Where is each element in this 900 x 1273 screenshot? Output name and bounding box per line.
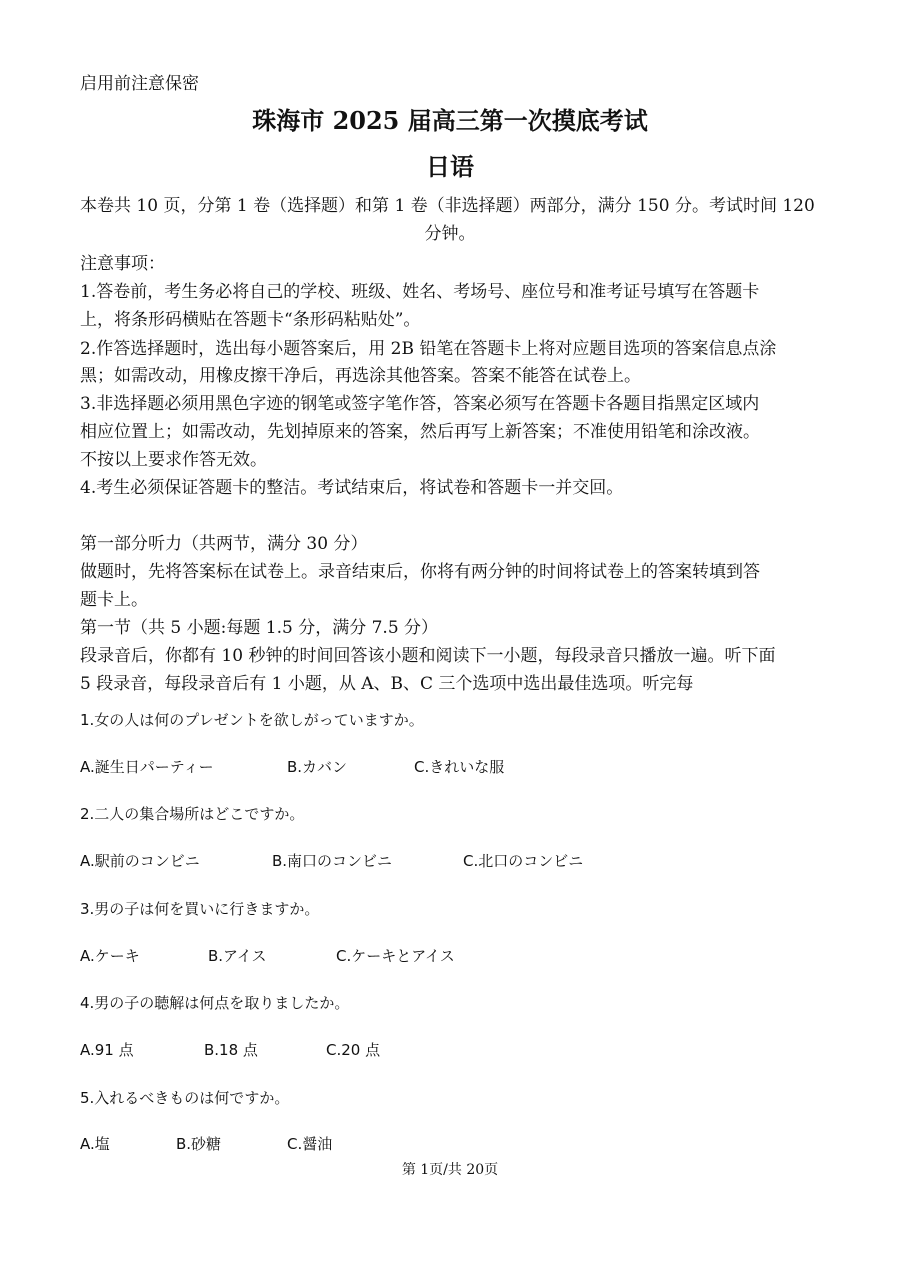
section1-heading: 第一节（共 5 小题:每题 1.5 分，满分 7.5 分） — [80, 618, 439, 638]
question-3-option-c: C.ケーキとアイス — [336, 947, 455, 965]
question-4-option-c: C.20 点 — [326, 1041, 381, 1059]
note-3-line-3: 不按以上要求作答无效。 — [80, 450, 267, 470]
note-2-line-2: 黑；如需改动，用橡皮擦干净后，再选涂其他答案。答案不能答在试卷上。 — [80, 366, 641, 386]
question-2: 2.二人の集合場所はどこですか。 — [80, 805, 305, 823]
question-5-option-b: B.砂糖 — [176, 1135, 222, 1153]
question-2-option-a: A.駅前のコンビニ — [80, 852, 200, 870]
question-3-option-b: B.アイス — [208, 947, 267, 965]
note-4: 4.考生必须保证答题卡的整洁。考试结束后，将试卷和答题卡一并交回。 — [80, 478, 624, 498]
note-3-line-1: 3.非选择题必须用黑色字迹的钢笔或签字笔作答，答案必须写在答题卡各题目指黑定区域内 — [80, 394, 760, 414]
question-4-option-a: A.91 点 — [80, 1041, 134, 1059]
part1-heading: 第一部分听力（共两节，满分 30 分） — [80, 534, 368, 554]
question-4: 4.男の子の聴解は何点を取りましたか。 — [80, 994, 350, 1012]
question-5-option-a: A.塩 — [80, 1135, 110, 1153]
question-3-option-a: A.ケーキ — [80, 947, 140, 965]
intro-line-2: 分钟。 — [424, 224, 476, 244]
question-2-option-c: C.北口のコンビニ — [463, 852, 584, 870]
question-4-option-b: B.18 点 — [204, 1041, 258, 1059]
section1-instruction-2: 5 段录音，每段录音后有 1 小题，从 A、B、C 三个选项中选出最佳选项。听完每 — [80, 674, 694, 694]
section1-instruction-1: 段录音后，你都有 10 秒钟的时间回答该小题和阅读下一小题，每段录音只播放一遍。听下面 — [80, 646, 776, 666]
confidential-notice: 启用前注意保密 — [80, 74, 199, 94]
part1-instruction-1: 做题时，先将答案标在试卷上。录音结束后，你将有两分钟的时间将试卷上的答案转填到答 — [80, 562, 760, 582]
part1-instruction-2: 题卡上。 — [80, 590, 148, 610]
note-2-line-1: 2.作答选择题时，选出每小题答案后，用 2B 铅笔在答题卡上将对应题目选项的答案信息点涂 — [80, 339, 777, 359]
question-1-option-b: B.カバン — [287, 758, 348, 776]
question-1-option-c: C.きれいな服 — [414, 758, 505, 776]
question-5-option-c: C.醤油 — [287, 1135, 333, 1153]
question-1: 1.女の人は何のプレゼントを欲しがっていますか。 — [80, 711, 424, 729]
intro-line-1: 本卷共 10 页，分第 1 卷（选择题）和第 1 卷（非选择题）两部分，满分 150 分。考试时间 120 — [80, 196, 815, 216]
note-3-line-2: 相应位置上；如需改动，先划掉原来的答案，然后再写上新答案；不准使用铅笔和涂改液。 — [80, 422, 760, 442]
question-2-option-b: B.南口のコンビニ — [272, 852, 393, 870]
question-5: 5.入れるべきものは何ですか。 — [80, 1089, 290, 1107]
subject-title: 日语 — [426, 152, 474, 181]
exam-title: 珠海市 2025 届高三第一次摸底考试 — [252, 106, 648, 135]
question-1-option-a: A.誕生日パーティー — [80, 758, 214, 776]
note-1-line-1: 1.答卷前，考生务必将自己的学校、班级、姓名、考场号、座位号和准考证号填写在答题卡 — [80, 282, 760, 302]
question-3: 3.男の子は何を買いに行きますか。 — [80, 900, 320, 918]
page-number: 第 1页/共 20页 — [401, 1162, 499, 1178]
notes-heading: 注意事项： — [80, 254, 165, 274]
note-1-line-2: 上，将条形码横贴在答题卡“条形码粘贴处”。 — [80, 310, 421, 330]
